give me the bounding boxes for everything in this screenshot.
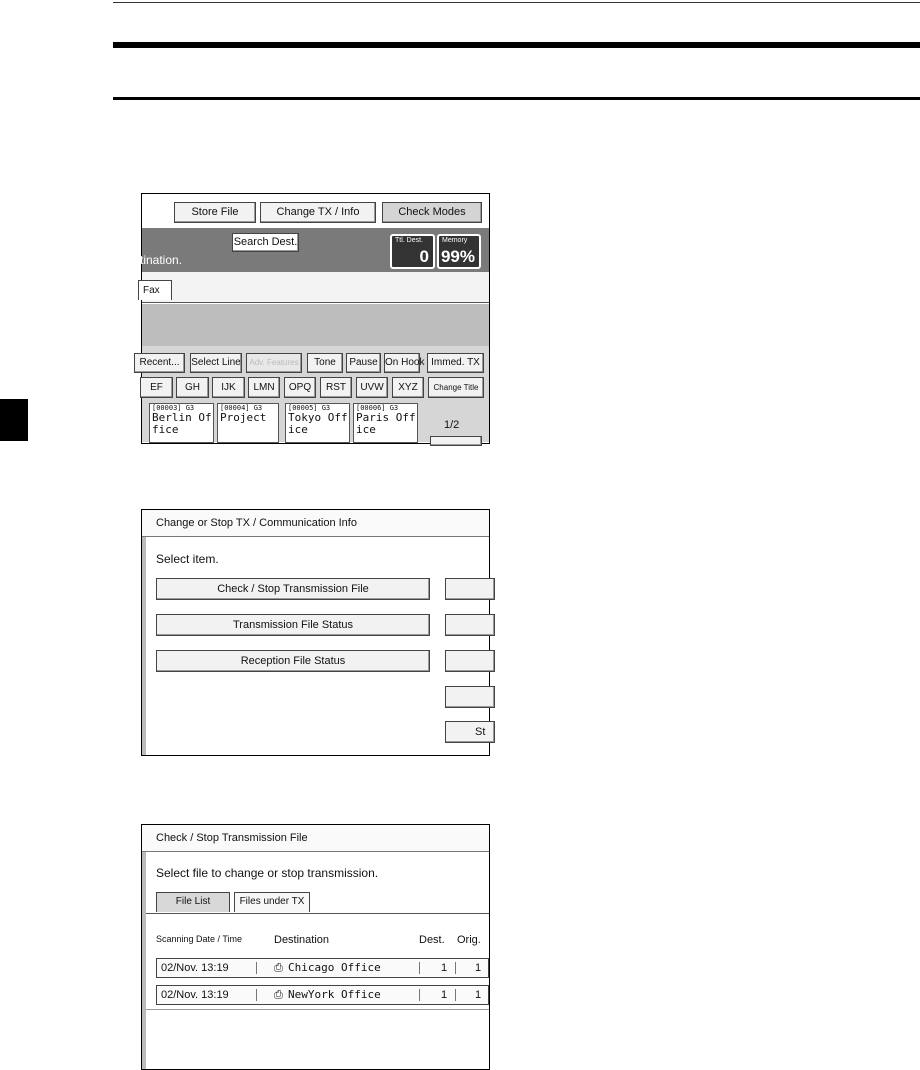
immed-tx-button[interactable]: Immed. TX [427, 353, 484, 373]
pause-button[interactable]: Pause [346, 353, 381, 373]
col-destination: Destination [274, 934, 330, 946]
destination-name: Project [220, 411, 267, 424]
screen-title: Change or Stop TX / Communication Info [142, 510, 489, 537]
next-page-button[interactable] [430, 436, 482, 446]
fax-icon: ⎙ [274, 989, 283, 1001]
select-line-button[interactable]: Select Line [190, 353, 242, 373]
destination-name: Tokyo Office [288, 411, 348, 436]
destination-project[interactable] [217, 403, 279, 443]
change-title-button[interactable]: Change Title [428, 377, 484, 398]
total-dest-counter [390, 234, 435, 269]
row-destination: NewYork Office [288, 988, 381, 1001]
destination-paris-office[interactable] [353, 403, 418, 443]
destination-name: Paris Office [356, 411, 416, 436]
tab-files-under-tx[interactable]: Files under TX [234, 892, 310, 912]
table-row[interactable] [156, 985, 489, 1005]
list-bottom-rule [146, 1009, 489, 1010]
screen-title: Check / Stop Transmission File [142, 825, 489, 852]
column-separator [256, 989, 257, 1001]
group-gh-button[interactable]: GH [176, 377, 209, 398]
row-time: 02/Nov. 13:19 [161, 962, 229, 974]
group-rst-button[interactable]: RST [320, 377, 352, 398]
destination-code: [00006] G3 [356, 404, 399, 412]
row-originals: 1 [475, 989, 482, 1001]
group-xyz-button[interactable]: XYZ [392, 377, 424, 398]
fax-main-screen [141, 193, 490, 444]
total-dest-value: 0 [419, 247, 429, 266]
left-border [142, 852, 146, 1069]
check-stop-transmission-file-button[interactable]: Check / Stop Transmission File [156, 578, 430, 600]
memory-value: 99% [440, 247, 475, 266]
group-lmn-button[interactable]: LMN [248, 377, 280, 398]
group-uvw-button[interactable]: UVW [356, 377, 388, 398]
side-button-1[interactable] [445, 578, 495, 600]
row-time: 02/Nov. 13:19 [161, 989, 229, 1001]
transmission-file-status-button[interactable]: Transmission File Status [156, 614, 430, 636]
header-rule [113, 42, 920, 48]
col-scanning-date: Scanning Date / Time [156, 934, 243, 944]
row-destination: Chicago Office [288, 961, 381, 974]
check-stop-transmission-file-screen [141, 824, 490, 1070]
group-opq-button[interactable]: OPQ [284, 377, 316, 398]
adv-features-button[interactable]: Adv. Features [246, 353, 302, 373]
column-separator [455, 989, 456, 1001]
group-ef-button[interactable]: EF [140, 377, 173, 398]
table-row[interactable] [156, 958, 489, 978]
fax-icon: ⎙ [274, 962, 283, 974]
column-separator [455, 962, 456, 974]
tab-file-list[interactable]: File List [156, 892, 230, 912]
side-button-5[interactable]: St [445, 721, 495, 743]
reception-file-status-button[interactable]: Reception File Status [156, 650, 430, 672]
destination-entry-area [142, 304, 489, 346]
page-indicator: 1/2 [444, 419, 460, 431]
change-stop-tx-screen [141, 509, 490, 756]
destination-tokyo-office[interactable] [285, 403, 350, 443]
memory-label: Memory [442, 237, 468, 244]
row-dest-count: 1 [441, 962, 448, 974]
check-modes-button[interactable]: Check Modes [382, 202, 482, 223]
top-rule [113, 2, 920, 3]
info-message: tination. [140, 253, 183, 267]
column-separator [419, 962, 420, 974]
recent-button[interactable]: Recent... [134, 353, 185, 373]
group-ijk-button[interactable]: IJK [212, 377, 245, 398]
store-file-button[interactable]: Store File [174, 202, 256, 223]
tab-fax[interactable]: Fax [138, 280, 172, 300]
tone-button[interactable]: Tone [307, 353, 343, 373]
row-dest-count: 1 [441, 989, 448, 1001]
chapter-tab [0, 399, 28, 441]
search-dest-button[interactable]: Search Dest. [232, 233, 299, 252]
on-hook-button[interactable]: On Hook [384, 353, 420, 373]
side-button-2[interactable] [445, 614, 495, 636]
memory-indicator [437, 234, 481, 269]
column-separator [419, 989, 420, 1001]
destination-code: [00005] G3 [288, 404, 331, 412]
left-border [142, 537, 146, 755]
side-button-3[interactable] [445, 650, 495, 672]
tab-divider [146, 913, 489, 914]
header-underline [113, 97, 920, 100]
destination-berlin-office[interactable] [149, 403, 214, 443]
row-originals: 1 [475, 962, 482, 974]
change-tx-info-button[interactable]: Change TX / Info [260, 202, 376, 223]
destination-code: [00004] G3 [220, 404, 263, 412]
col-originals: Orig. [457, 934, 481, 946]
column-separator [256, 962, 257, 974]
destination-code: [00003] G3 [152, 404, 195, 412]
prompt-text: Select item. [156, 552, 219, 566]
total-dest-label: Ttl. Dest. [395, 237, 424, 244]
tab-row [142, 272, 489, 303]
col-dest-count: Dest. [419, 934, 445, 946]
side-button-4[interactable] [445, 686, 495, 708]
prompt-text: Select file to change or stop transmission. [156, 866, 379, 880]
destination-name: Berlin Office [152, 411, 212, 436]
